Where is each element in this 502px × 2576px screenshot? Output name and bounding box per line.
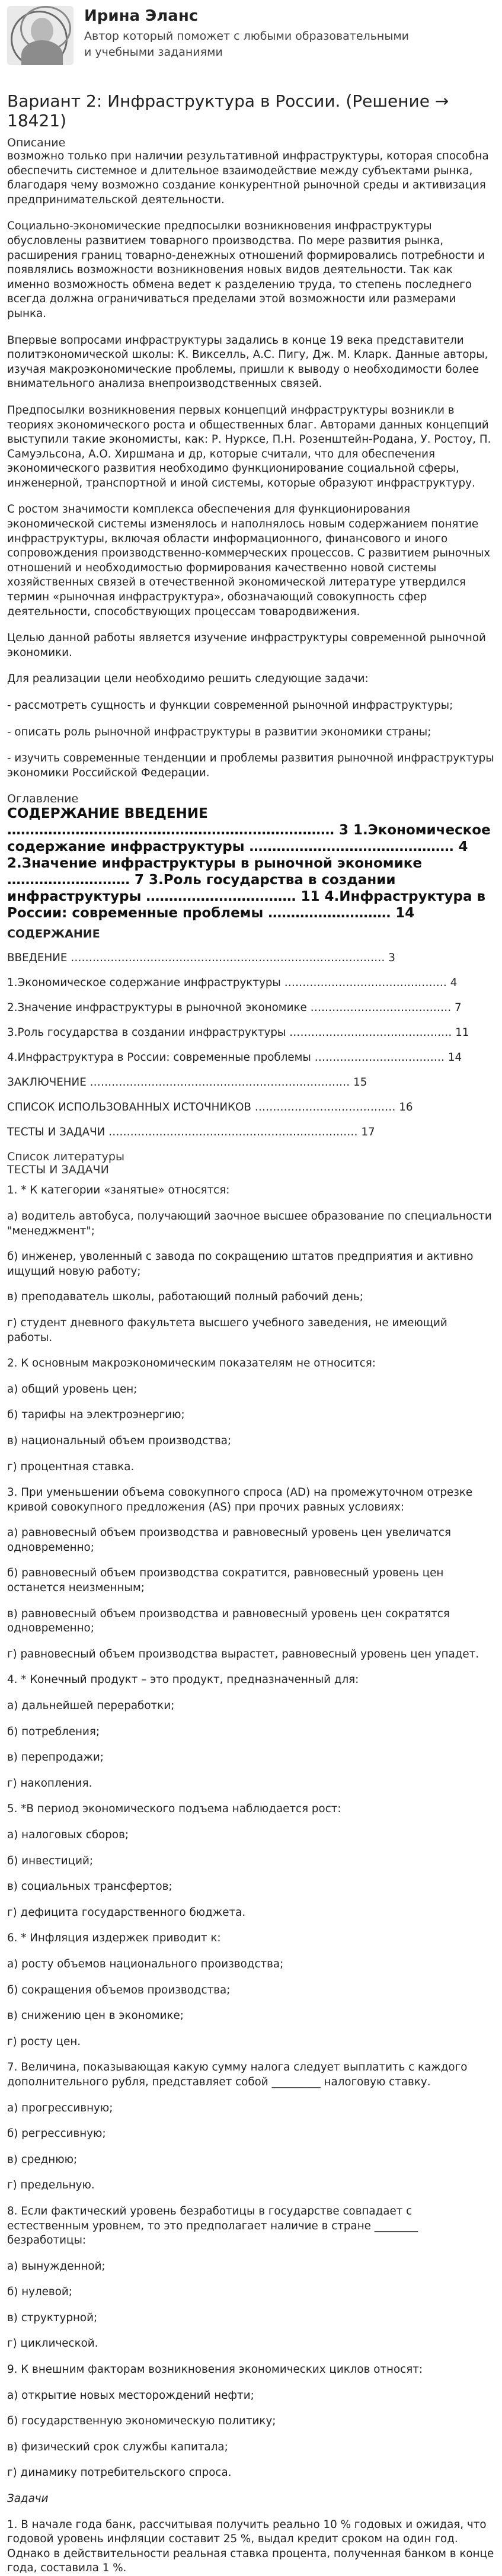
question-line: б) государственную экономическую политику; [7,2415,276,2428]
author-name[interactable]: Ирина Эланс [84,7,199,25]
question-line: 7. Величина, показывающая какую сумму налога следует выплатить с каждого дополнительного рубля, представляет собой _________ налоговую ставку. [7,2061,468,2088]
toc-line: СПИСОК ИСПОЛЬЗОВАННЫХ ИСТОЧНИКОВ ………………………………… 16 [7,1101,413,1114]
question-line: а) росту объемов национального производства; [7,1957,284,1970]
paragraph: С ростом значимости комплекса обеспечения для функционирования экономической системы изменялось и наполнялось новым содержанием понятие инфраструктуры, включая области информационного, финансового и иного сопровождения производственно-коммерческих процессов. С развитием рыночных отношений и необходимостью формирования качественно новой системы хозяйственных связей в отечественной экономической литературе утвердился термин «рыночная инфраструктура», обозначающий совокупность сфер деятельности, способствующих процессам товародвижения. [7,503,491,618]
question-line: в) равновесный объем производства и равновесный уровень цен сократятся одновременно; [7,1607,450,1635]
question-line: г) дефицита государственного бюджета. [7,1906,246,1919]
task-1: 1. В начале года банк, рассчитывая получить реально 10 % годовых и ожидая, что годовой уровень инфляции составит 25 %, выдал кредит сроком на один год. Однако в действительности реальная ставка процента, полученная банком в конце года, составила 1 %. [7,2518,494,2575]
question-line: 3. При уменьшении объема совокупного спроса (AD) на промежуточном отрезке кривой совокупного предложения (AS) при прочих равных условиях: [7,1486,473,1513]
question-line: б) инвестиций; [7,1854,94,1867]
question-line: 2. К основным макроэкономическим показателям не относится: [7,1357,376,1370]
question-line: а) общий уровень цен; [7,1383,138,1396]
question-line: 1. * К категории «занятые» относятся: [7,1184,230,1197]
question-line: г) предельную. [7,2179,95,2192]
question-line: 4. * Конечный продукт – это продукт, предназначенный для: [7,1673,359,1687]
toc-heading: СОДЕРЖАНИЕ [7,927,100,941]
paragraph: Целью данной работы является изучение инфраструктуры современной рыночной экономики. [7,632,486,659]
question-line: г) студент дневного факультета высшего учебного заведения, не имеющий работы. [7,1316,447,1344]
question-line: 5. *В период экономического подъема наблюдается рост: [7,1803,341,1816]
toc-line: 1.Экономическое содержание инфраструктуры ……………………………………… 4 [7,977,458,990]
question-line: б) регрессивную; [7,2127,106,2140]
question-line: 6. * Инфляция издержек приводит к: [7,1932,221,1945]
question-line: а) равновесный объем производства и равновесный уровень цен увеличатся одновременно; [7,1527,451,1554]
question-line: в) физический срок службы капитала; [7,2440,228,2453]
toc-line: 3.Роль государства в создании инфраструктуры ……………………………………… 11 [7,1026,469,1039]
question-line: а) прогрессивную; [7,2101,113,2114]
question-line: б) сокращения объемов производства; [7,1983,231,1996]
question-line: в) среднюю; [7,2153,78,2166]
question-line: в) преподаватель школы, работающий полный рабочий день; [7,1291,363,1304]
question-line: г) процентная ставка. [7,1460,135,1473]
author-info [84,6,416,60]
paragraph: Впервые вопросами инфраструктуры задались в конце 19 века представители политэкономической школы: К. Викселль, А.С. Пигу, Дж. М. Кларк. Данные авторы, изучая макроэкономические проблемы, пришли к выводу о необходимости более внимательного анализа внепроизводственных связей. [7,334,488,391]
question-line: а) дальнейшей переработки; [7,1700,175,1713]
question-line: 8. Если фактический уровень безработицы в государстве совпадает с естественным уровнем, то это предполагает наличие в стране ________ безработицы: [7,2204,418,2247]
tasks-label: Задачи [7,2492,49,2505]
question-line: б) тарифы на электроэнергию; [7,1409,185,1422]
question-line: в) структурной; [7,2311,98,2324]
toc-line: ЗАКЛЮЧЕНИЕ ……………………………………………………………… 15 [7,1076,367,1089]
paragraph: - изучить современные тенденции и проблемы развития рыночной инфраструктуры экономики Российской Федерации. [7,752,494,779]
author-header [7,0,495,76]
question-line: в) снижению цен в экономике; [7,2009,184,2023]
literature-label: Список литературы [7,1150,124,1164]
question-line: г) росту цен. [7,2035,81,2048]
paragraph: Социально-экономические предпосылки возникновения инфраструктуры обусловлены развитием товарного производства. По мере развития рынка, расширения границ товарно-денежных отношений формировались потребности и появлялись возможности возникновения новых видов деятельности. Так как именно возможность обмена ведет к разделению труда, то степень последнего всегда должна ограничиваться пределами этой возможности или размерами рынка. [7,220,485,320]
question-line: а) открытие новых месторождений нефти; [7,2389,254,2402]
question-line: в) национальный объем производства; [7,1434,232,1447]
paragraph: - рассмотреть сущность и функции современной рыночной инфраструктуры; [7,699,453,712]
paragraph: Для реализации цели необходимо решить следующие задачи: [7,673,369,686]
question-line: г) накопления. [7,1777,92,1790]
question-line: в) социальных трансфертов; [7,1880,172,1893]
toc-line: ТЕСТЫ И ЗАДАЧИ …………………………………………………………… 17 [7,1126,375,1139]
variant-title: Вариант 2: Инфраструктура в России. (Решение → 18421) [7,91,449,130]
question-line: а) водитель автобуса, получающий заочное высшее образование по специальности "менеджмент"; [7,1209,492,1237]
toc-line: ВВЕДЕНИЕ …………………………………………………………………………… 3 [7,952,395,965]
toc-line: 2.Значение инфраструктуры в рыночной экономике ………………………………… 7 [7,1001,462,1015]
avatar[interactable] [7,6,73,65]
question-line: а) вынужденной; [7,2260,105,2273]
question-line: б) потребления; [7,1725,100,1738]
question-line: г) равновесный объем производства вырастет, равновесный уровень цен упадет. [7,1647,479,1660]
questions-list [7,1183,495,2481]
paragraph: возможно только при наличии результативной инфраструктуры, которая способна обеспечить системное и длительное взаимодействие между субъектами рынка, благодаря чему возможно создание конкурентной рыночной среды и активизация предпринимательской деятельности. [7,150,489,206]
tests-label: ТЕСТЫ И ЗАДАЧИ [7,1163,109,1177]
description-label: Описание [7,136,66,149]
author-description: Автор который поможет с любыми образовательными и учебными заданиями [84,30,410,59]
question-line: б) инженер, уволенный с завода по сокращению штатов предприятия и активно ищущий новую работу; [7,1250,474,1278]
question-line: б) равновесный объем производства сократится, равновесный уровень цен останется неизменным; [7,1567,444,1595]
question-line: 9. К внешним факторам возникновения экономических циклов относят: [7,2363,423,2376]
question-line: г) циклической. [7,2337,98,2350]
question-line: в) перепродажи; [7,1751,104,1764]
paragraph: - описать роль рыночной инфраструктуры в развитии экономики страны; [7,725,431,738]
question-line: г) динамику потребительского спроса. [7,2466,232,2479]
toc-line: 4.Инфраструктура в России: современные проблемы ……………………………… 14 [7,1051,462,1064]
question-line: б) нулевой; [7,2286,72,2299]
toc-label: Оглавление [7,792,79,806]
question-line: а) налоговых сборов; [7,1829,129,1841]
paragraph: Предпосылки возникновения первых концепций инфраструктуры возникли в теориях экономического роста и общественных благ. Авторами данных концепций выступили такие экономисты, как: Р. Нурксе, П.Н. Розенштейн-Родана, У. Ростоу, П. Самуэльсона, А.О. Хиршмана и др, которые считали, что для обеспечения экономического развития необходимо функционирование социальной сферы, инженерной, транспортной и иной системы, которые образуют инфраструктуру. [7,404,491,489]
toc-bold-block: СОДЕРЖАНИЕ ВВЕДЕНИЕ ……………………………………………………………… 3 1.Экономическое содержание инфраструктуры ……………………………………… 4 2.Значение инфраструктуры в рыночной экономике ……………………… 7 3.Роль государства в создании инфраструктуры …………………………… 11 4.Инфраструктура в России: современные проблемы ……………………… 14 [7,806,491,921]
